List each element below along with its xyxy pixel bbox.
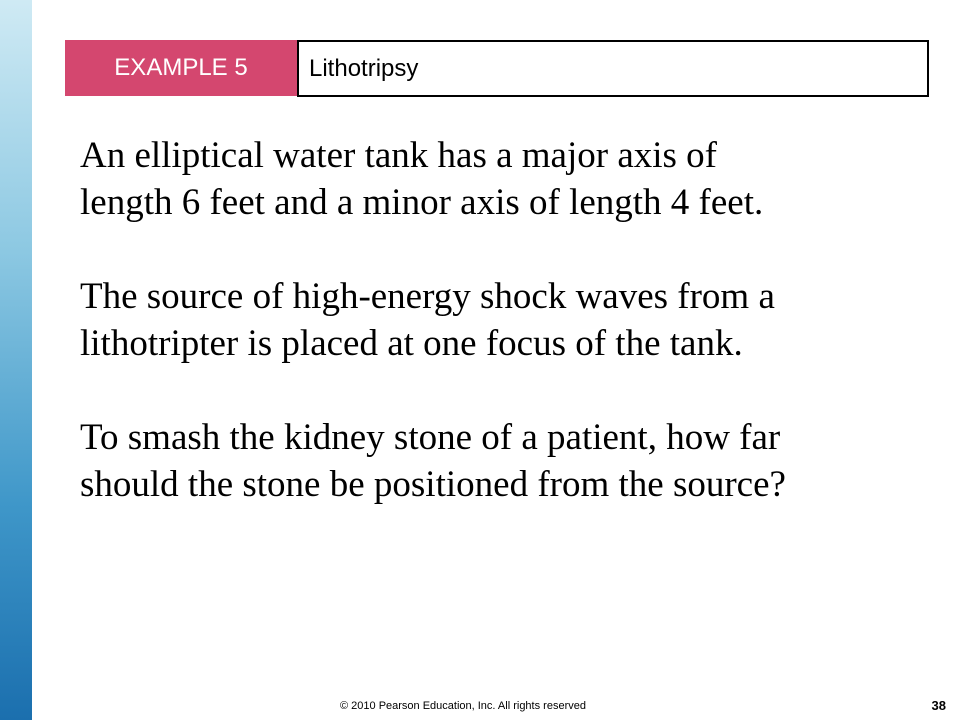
slide-title: Lithotripsy bbox=[309, 54, 419, 82]
copyright-notice: © 2010 Pearson Education, Inc. All rights reserved bbox=[340, 700, 586, 712]
paragraph-shock-wave-source: The source of high-energy shock waves from a lithotripter is placed at one focus of the tank. bbox=[80, 276, 775, 364]
problem-statement bbox=[80, 132, 940, 508]
example-label-text: EXAMPLE 5 bbox=[114, 54, 248, 81]
paragraph-tank-dimensions: An elliptical water tank has a major axis of length 6 feet and a minor axis of length 4 feet. bbox=[80, 135, 764, 223]
decorative-sidebar bbox=[0, 0, 32, 720]
slide-title-box bbox=[297, 40, 929, 97]
example-label bbox=[65, 40, 297, 96]
paragraph-question: To smash the kidney stone of a patient, how far should the stone be positioned from the source? bbox=[80, 417, 786, 505]
page-number: 38 bbox=[931, 698, 946, 713]
